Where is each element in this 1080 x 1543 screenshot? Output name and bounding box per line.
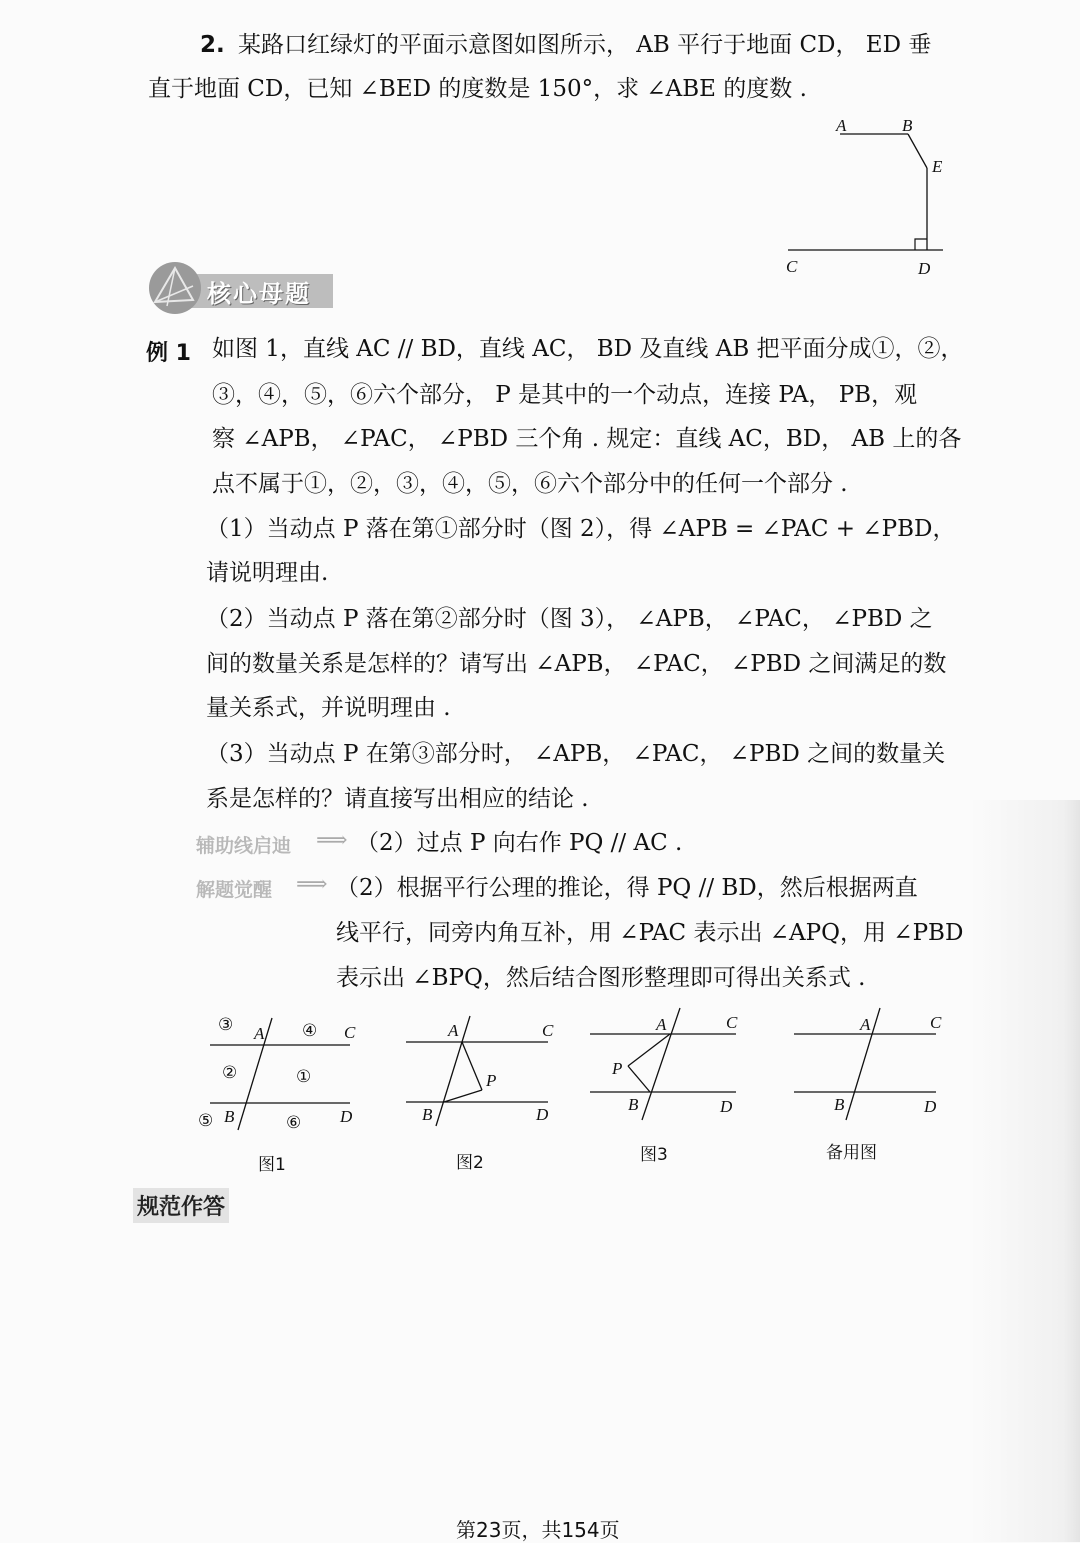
label-c: C	[786, 257, 798, 276]
page-edge-shadow	[970, 800, 1080, 1542]
label-c: C	[344, 1023, 356, 1042]
figure-2-caption: 图2	[456, 1153, 484, 1173]
problem2-line2: 直于地面 CD，已知 ∠BED 的度数是 150°，求 ∠ABE 的度数 .	[148, 76, 807, 102]
solve-hint-line-1: （2）根据平行公理的推论，得 PQ // BD，然后根据两直	[336, 875, 918, 901]
region-1: ①	[296, 1067, 312, 1086]
segment-pb	[628, 1066, 650, 1092]
label-e: E	[932, 157, 943, 176]
answer-section-title: 规范作答	[133, 1188, 229, 1223]
label-a: A	[254, 1024, 265, 1043]
problem2-line1: 2. 某路口红绿灯的平面示意图如图所示， AB 平行于地面 CD， ED 垂	[200, 32, 932, 58]
solve-hint-label: 解题觉醒	[196, 879, 273, 901]
region-5: ⑤	[198, 1111, 214, 1130]
label-a: A	[836, 116, 847, 135]
example-line-2: ③，④，⑤，⑥六个部分， P 是其中的一个动点，连接 PA， PB，观	[212, 382, 918, 408]
label-c: C	[726, 1013, 738, 1032]
region-6: ⑥	[286, 1113, 302, 1132]
figure-3-caption: 图3	[640, 1145, 668, 1165]
arrow-right-icon: ⟹	[296, 872, 328, 897]
question-1-cont: 请说明理由.	[206, 560, 329, 586]
example-line-4: 点不属于①，②，③，④，⑤，⑥六个部分中的任何一个部分 .	[212, 471, 848, 497]
segment-pa	[628, 1034, 670, 1066]
problem2-number: 2.	[200, 32, 225, 58]
label-d: D	[340, 1107, 353, 1126]
label-d: D	[924, 1097, 937, 1116]
label-c: C	[542, 1021, 554, 1040]
solve-hint-line-3: 表示出 ∠BPQ，然后结合图形整理即可得出关系式 .	[336, 965, 866, 991]
figure-3	[584, 1004, 754, 1129]
question-2: （2）当动点 P 落在第②部分时（图 3）， ∠APB， ∠PAC， ∠PBD 之	[206, 606, 933, 632]
label-b: B	[902, 116, 913, 135]
figure-spare-caption: 备用图	[826, 1143, 877, 1163]
label-b: B	[224, 1107, 235, 1126]
label-d: D	[536, 1105, 549, 1124]
region-4: ④	[302, 1021, 318, 1040]
question-3: （3）当动点 P 在第③部分时， ∠APB， ∠PAC， ∠PBD 之间的数量关	[206, 741, 946, 767]
example-label: 例 1	[146, 341, 191, 366]
label-b: B	[834, 1095, 845, 1114]
label-d: D	[918, 259, 931, 278]
section-badge	[145, 262, 335, 314]
figure-2	[400, 1008, 565, 1133]
label-p: P	[486, 1071, 497, 1090]
problem2-figure	[780, 112, 960, 282]
label-d: D	[720, 1097, 733, 1116]
label-b: B	[628, 1095, 639, 1114]
question-3-cont: 系是怎样的？请直接写出相应的结论 .	[206, 786, 589, 812]
label-a: A	[656, 1015, 667, 1034]
figure-1	[190, 1008, 370, 1138]
label-p: P	[612, 1059, 623, 1078]
label-a: A	[448, 1021, 459, 1040]
example-line-3: 察 ∠APB， ∠PAC， ∠PBD 三个角 . 规定：直线 AC，BD， AB 上的各	[212, 426, 962, 452]
arrow-right-icon: ⟹	[316, 828, 348, 853]
aux-hint-text: （2）过点 P 向右作 PQ // AC .	[356, 830, 683, 856]
segment-pa	[462, 1042, 482, 1090]
badge-title: 核心母题	[207, 280, 311, 308]
question-2-cont: 间的数量关系是怎样的？请写出 ∠APB， ∠PAC， ∠PBD 之间满足的数	[206, 651, 947, 677]
figure-spare	[786, 1004, 951, 1129]
region-2: ②	[222, 1063, 238, 1082]
region-3: ③	[218, 1015, 234, 1034]
label-c: C	[930, 1013, 942, 1032]
example-line-1: 如图 1，直线 AC // BD，直线 AC， BD 及直线 AB 把平面分成①，②，	[212, 336, 964, 362]
segment-pb	[444, 1090, 482, 1102]
label-b: B	[422, 1105, 433, 1124]
figure-1-caption: 图1	[258, 1155, 286, 1175]
aux-hint-label: 辅助线启迪	[196, 835, 292, 857]
question-1: （1）当动点 P 落在第①部分时（图 2），得 ∠APB = ∠PAC + ∠PBD，	[206, 516, 956, 542]
page-footer: 第23页，共154页	[456, 1518, 620, 1542]
solve-hint-line-2: 线平行，同旁内角互补，用 ∠PAC 表示出 ∠APQ，用 ∠PBD	[336, 920, 964, 946]
fig-line-be	[908, 134, 927, 168]
question-2-cont2: 量关系式，并说明理由 .	[206, 695, 451, 721]
label-a: A	[860, 1015, 871, 1034]
right-angle-mark	[915, 239, 927, 250]
